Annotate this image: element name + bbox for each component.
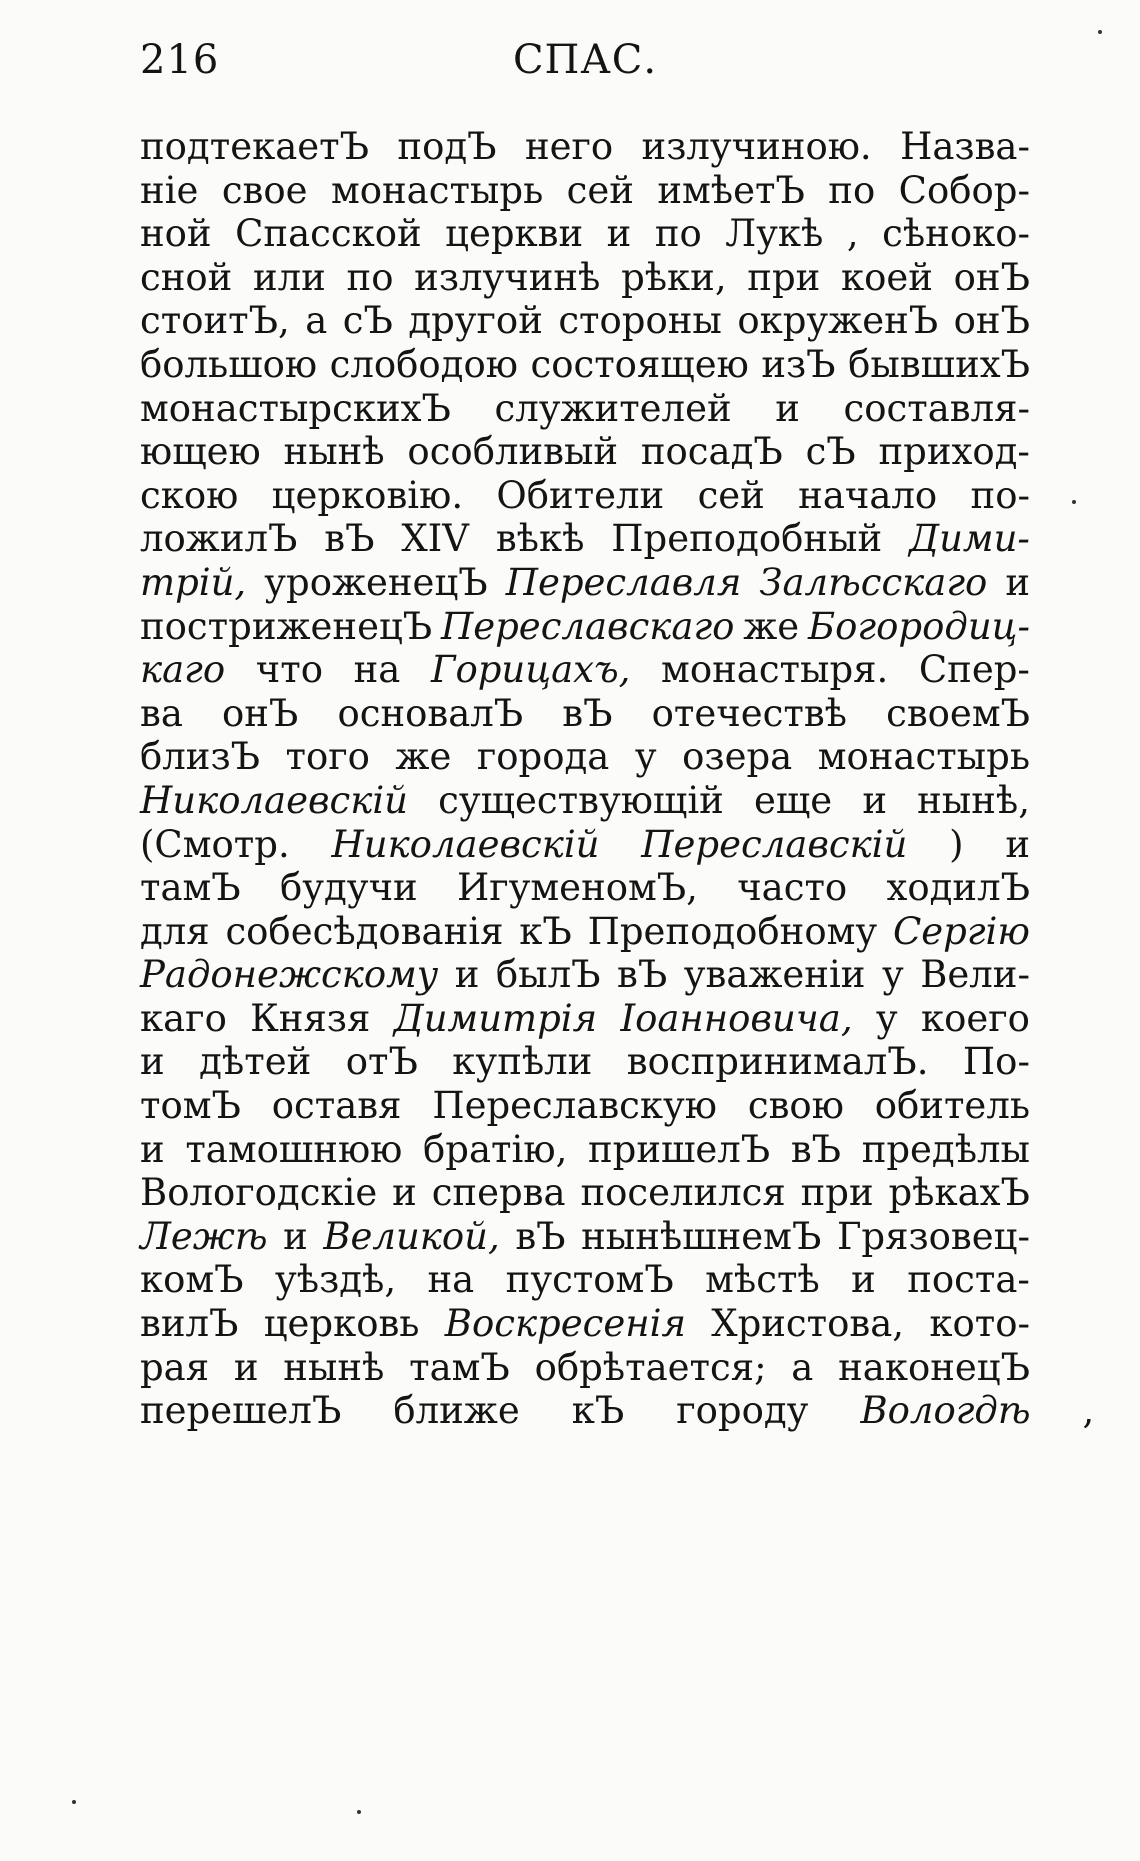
word: сей: [697, 473, 765, 517]
word: ,: [1082, 1389, 1095, 1433]
word: основалЪ: [337, 691, 524, 735]
word: комЪ: [140, 1258, 244, 1302]
word: бывшихЪ: [848, 342, 1030, 386]
word: и: [140, 1040, 165, 1084]
word: озера: [682, 735, 793, 779]
word: уѣздѣ,: [274, 1258, 397, 1302]
word: поселился: [580, 1171, 786, 1215]
word: Христова,: [711, 1302, 905, 1346]
word: коей: [841, 255, 933, 299]
word: монастырь: [330, 168, 544, 212]
italic-word: Радонежскому: [140, 953, 439, 997]
word: подтекаетЪ: [140, 125, 370, 168]
word: и: [233, 1345, 259, 1389]
text-line: [140, 997, 1030, 1041]
word: по-: [970, 473, 1030, 517]
word: состоящею: [530, 342, 749, 386]
word: Вологодскіе: [140, 1171, 378, 1215]
ink-speck: [1098, 30, 1102, 34]
text-line: [140, 1128, 1030, 1172]
word: Переславскую: [432, 1084, 718, 1128]
italic-word: Великой,: [323, 1214, 500, 1258]
word: стороны: [558, 299, 722, 343]
word: монастырскихЪ: [140, 386, 451, 430]
word: поста-: [907, 1258, 1030, 1302]
word: былЪ: [495, 953, 601, 997]
word: церковію.: [271, 473, 464, 517]
word: на: [353, 648, 401, 692]
word: сперва: [431, 1171, 566, 1215]
text-line: [140, 1389, 1095, 1433]
italic-word: Воскресенія: [444, 1302, 686, 1346]
italic-word: Переславля: [505, 560, 742, 604]
word: города: [476, 735, 610, 779]
text-line: [140, 1084, 1030, 1128]
word: и: [851, 1258, 876, 1302]
page-header: [140, 30, 1030, 90]
word: сной: [140, 255, 233, 299]
word: своемЪ: [886, 691, 1030, 735]
word: составля-: [843, 386, 1030, 430]
word: что: [255, 648, 323, 692]
text-line: [140, 953, 1030, 997]
word: служителей: [494, 386, 732, 430]
text-line: [140, 299, 1030, 343]
word: собесѣдованія: [225, 909, 504, 953]
word: нынѣшнемЪ: [581, 1214, 822, 1258]
word: излучинѣ: [414, 255, 601, 299]
word: коего: [921, 996, 1030, 1040]
text-line: [140, 430, 1030, 474]
italic-word: каго: [140, 648, 226, 692]
word: и: [454, 953, 480, 997]
italic-word: Залѣсскаго: [759, 560, 988, 604]
word: большою: [140, 342, 318, 386]
italic-word: Николаевскій: [331, 822, 600, 866]
word: при: [747, 255, 821, 299]
text-line: [140, 387, 1030, 431]
word: Вели-: [920, 953, 1030, 997]
word: для: [140, 909, 210, 953]
text-line: [140, 474, 1030, 518]
text-line: [140, 1346, 1030, 1390]
word: Преподобному: [587, 909, 878, 953]
italic-word: Димитрія: [393, 996, 598, 1040]
word: воспринималЪ.: [626, 1040, 929, 1084]
word: онЪ: [953, 299, 1030, 343]
word: приход-: [878, 430, 1030, 474]
word: и: [606, 212, 632, 256]
word: или: [253, 255, 326, 299]
word: ближе: [393, 1389, 520, 1433]
ink-speck: [72, 1800, 76, 1804]
word: имѣетЪ: [657, 168, 805, 212]
word: же: [395, 735, 452, 779]
word: рѣкахЪ: [888, 1171, 1030, 1215]
word: перешелЪ: [140, 1389, 342, 1433]
text-line: [140, 125, 1030, 169]
word: и: [862, 778, 887, 822]
text-line: [140, 823, 1030, 867]
word: кЪ: [519, 909, 572, 953]
word: кЪ: [571, 1389, 625, 1433]
ink-speck: [1072, 500, 1076, 504]
word: монастыря.: [661, 648, 889, 692]
word: Преподобный: [611, 517, 883, 561]
word: у: [875, 996, 898, 1040]
word: при: [800, 1171, 874, 1215]
word: вѣкѣ: [495, 517, 585, 561]
italic-word: Горицахъ,: [430, 648, 631, 692]
page-number: 216: [140, 37, 220, 83]
word: ной: [140, 212, 212, 256]
word: посадЪ: [640, 430, 783, 474]
word: изЪ: [761, 342, 836, 386]
word: ): [949, 822, 964, 866]
text-line: [140, 910, 1030, 954]
word: вилЪ: [140, 1302, 239, 1346]
text-line: [140, 343, 1030, 387]
word: тамЪ: [140, 866, 241, 910]
word: рая: [140, 1345, 210, 1389]
word: ющею: [140, 430, 261, 474]
word: ИгуменомЪ,: [456, 866, 698, 910]
word: тамошнюю: [185, 1127, 403, 1171]
word: братію,: [423, 1127, 568, 1171]
word: Грязовец-: [836, 1214, 1030, 1258]
word: купѣли: [452, 1040, 593, 1084]
word: и: [140, 1127, 165, 1171]
word: и: [775, 386, 800, 430]
word: часто: [737, 866, 848, 910]
word: обитель: [874, 1084, 1030, 1128]
word: и: [1005, 560, 1030, 604]
word: окруженЪ: [737, 299, 939, 343]
word: Князя: [250, 996, 371, 1040]
word: особливый: [407, 430, 619, 474]
word: еще: [753, 778, 833, 822]
word: церковь: [263, 1302, 420, 1346]
word: онЪ: [222, 691, 299, 735]
word: вЪ: [562, 691, 613, 735]
word: каго: [140, 996, 227, 1040]
text-line: [140, 561, 1030, 605]
word: Назва-: [900, 125, 1030, 168]
italic-word: трій,: [140, 560, 247, 604]
word: Спер-: [918, 648, 1030, 692]
word: кото-: [929, 1302, 1030, 1346]
italic-word: Богородиц-: [807, 604, 1030, 648]
word: нынѣ: [283, 1345, 385, 1389]
italic-word: Сергію: [892, 909, 1030, 953]
word: рѣки,: [621, 255, 727, 299]
word: у: [634, 735, 657, 779]
word: и: [283, 1214, 308, 1258]
word: сей: [566, 168, 634, 212]
word: томЪ: [140, 1084, 241, 1128]
word: вЪ: [324, 517, 375, 561]
word: сѣноко-: [882, 212, 1030, 256]
ink-speck: [357, 1810, 361, 1814]
word: По-: [962, 1040, 1030, 1084]
word: же: [743, 604, 800, 648]
word: того: [285, 735, 370, 779]
word: сЪ: [342, 299, 393, 343]
body-text: [140, 125, 1095, 1433]
word: вЪ: [617, 953, 668, 997]
text-line: [140, 1302, 1030, 1346]
word: отечествѣ: [651, 691, 847, 735]
word: Обители: [496, 473, 665, 517]
word: обрѣтается;: [534, 1345, 767, 1389]
word: сЪ: [805, 430, 856, 474]
text-line: [140, 735, 1030, 779]
word: а: [791, 1345, 814, 1389]
word: вЪ: [515, 1214, 566, 1258]
text-line: [140, 169, 1030, 213]
word: постриженецЪ: [140, 604, 433, 648]
word: у: [881, 953, 904, 997]
italic-word: Іоанновича,: [620, 996, 853, 1040]
text-line: [140, 517, 1030, 561]
word: оставя: [271, 1084, 402, 1128]
word: по: [346, 255, 394, 299]
word: по: [654, 212, 702, 256]
italic-word: Лежѣ: [140, 1214, 268, 1258]
word: Спасской: [235, 212, 422, 256]
italic-word: Переславскаго: [440, 604, 735, 648]
word: пришелЪ: [587, 1127, 771, 1171]
word: Собор-: [898, 168, 1030, 212]
text-line: [140, 648, 1030, 692]
word: наконецЪ: [838, 1345, 1030, 1389]
word: скою: [140, 473, 239, 517]
word: церкви: [445, 212, 584, 256]
word: нынѣ: [283, 430, 385, 474]
text-line: [140, 779, 1030, 823]
word: ніе: [140, 168, 199, 212]
word: онЪ: [953, 255, 1030, 299]
word: дѣтей: [199, 1040, 312, 1084]
word: ва: [140, 691, 183, 735]
text-line: [140, 256, 1030, 300]
word: слободою: [329, 342, 518, 386]
word: свое: [221, 168, 308, 212]
word: существующій: [438, 778, 724, 822]
text-line: [140, 866, 1030, 910]
word: ложилЪ: [140, 517, 298, 561]
word: по: [828, 168, 876, 212]
word: монастырь: [817, 735, 1030, 779]
word: и: [1005, 822, 1030, 866]
italic-word: Вологдѣ: [860, 1389, 1031, 1433]
word: пустомЪ: [505, 1258, 674, 1302]
word: подЪ: [397, 125, 497, 168]
word: Лукѣ: [725, 212, 824, 256]
word: нынѣ,: [917, 778, 1030, 822]
text-line: [140, 692, 1030, 736]
word: уваженіи: [683, 953, 866, 997]
word: XIV: [401, 517, 469, 561]
italic-word: Переславскій: [641, 822, 908, 866]
word: мѣстѣ: [705, 1258, 820, 1302]
word: (Смотр.: [140, 822, 290, 866]
running-head: СПАС.: [512, 37, 658, 83]
text-line: [140, 1215, 1030, 1259]
word: предѣлы: [861, 1127, 1030, 1171]
text-line: [140, 1040, 1030, 1084]
text-line: [140, 212, 1030, 256]
word: ходилЪ: [886, 866, 1030, 910]
word: свою: [747, 1084, 844, 1128]
word: стоитЪ,: [140, 299, 290, 343]
italic-word: Дими-: [909, 517, 1030, 561]
italic-word: Николаевскій: [140, 778, 408, 822]
word: близЪ: [140, 735, 261, 779]
word: а: [305, 299, 328, 343]
text-line: [140, 605, 1030, 649]
word: него: [524, 125, 614, 168]
word: тамЪ: [409, 1345, 510, 1389]
word: другой: [408, 299, 543, 343]
text-line: [140, 1171, 1030, 1215]
word: на: [427, 1258, 475, 1302]
word: отЪ: [345, 1040, 418, 1084]
word: начало: [798, 473, 938, 517]
word: уроженецЪ: [264, 560, 488, 604]
word: будучи: [279, 866, 418, 910]
word: и: [392, 1171, 417, 1215]
word: городу: [676, 1389, 809, 1433]
word: излучиною.: [641, 125, 872, 168]
word: ,: [846, 212, 859, 256]
text-line: [140, 1258, 1030, 1302]
word: вЪ: [790, 1127, 842, 1171]
